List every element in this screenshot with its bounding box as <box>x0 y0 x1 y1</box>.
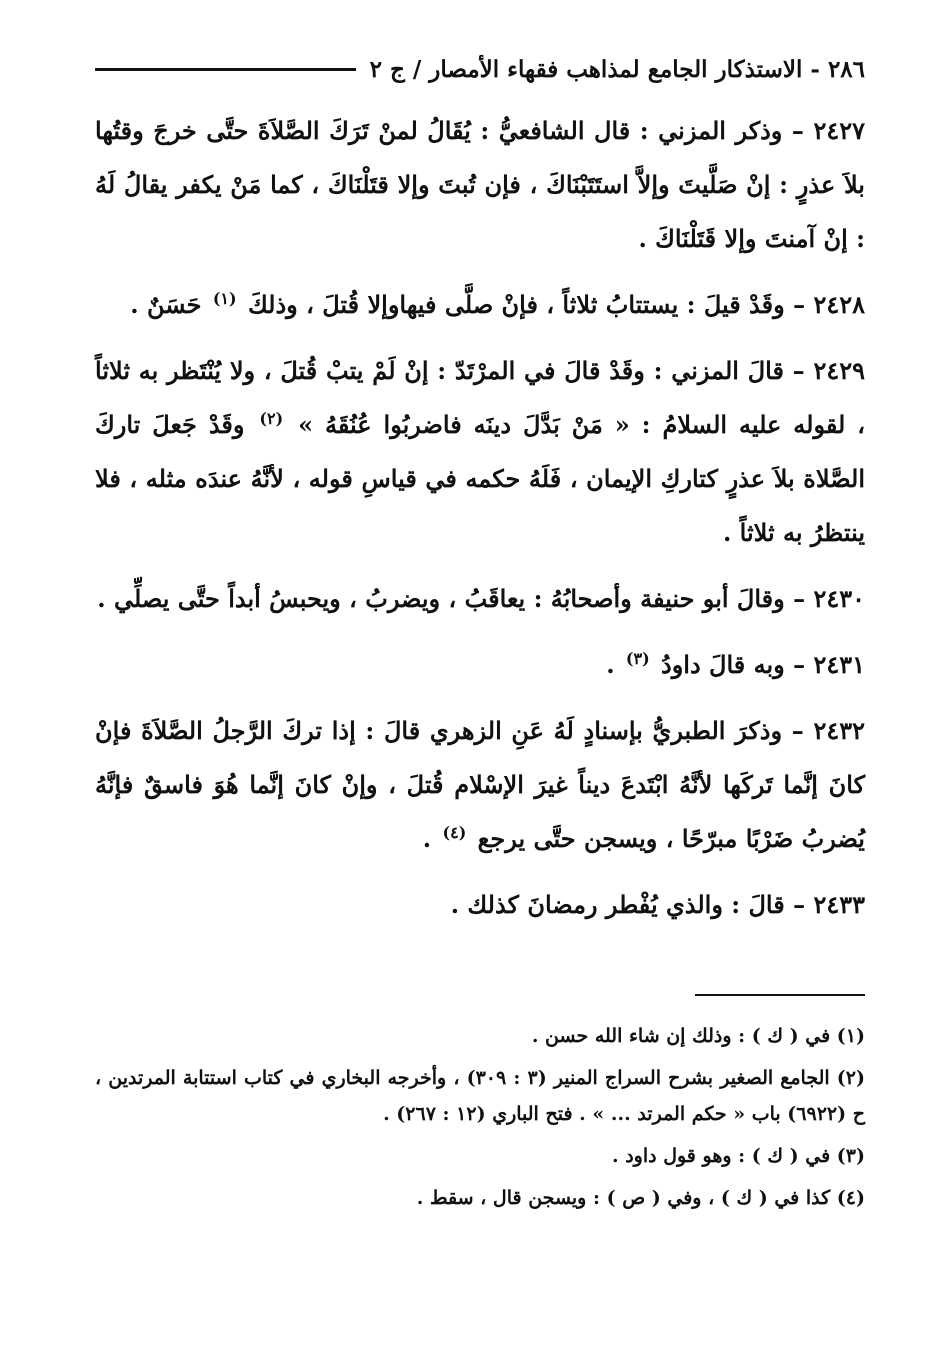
paragraph-number: ٢٤٣١ <box>813 650 865 679</box>
footnote-ref-4: (٤) <box>442 823 467 842</box>
paragraph-text: – قالَ : والذي يُفْطر رمضانَ كذلك . <box>450 890 806 919</box>
footnote-ref-3: (٣) <box>625 649 650 668</box>
paragraph-2431 <box>95 638 865 692</box>
paragraph-text-continued: وقَدْ جَعلَ تاركَ الصَّلاة بلاَ عذرٍ كتاركِ الإيمان ، فَلَهُ حكمه في قياسِ قوله ، لأنَّهُ عندَه مثله ، فلا ينتظرُ به ثلاثاً . <box>95 410 865 547</box>
paragraph-text: – قالَ المزني : وقَدْ قالَ في المرْتَدّ : إنْ لَمْ يتبْ قُتلَ ، ولا يُنْتَظر به ثلاثاً ، لقوله عليه السلامُ : « مَنْ بَدَّلَ دينَه فاضربُوا عُنُقَهُ » <box>95 356 865 439</box>
footnote-ref-2: (٢) <box>259 409 284 428</box>
paragraph-number: ٢٤٣٣ <box>813 890 865 919</box>
footnote-2: (٢) الجامع الصغير بشرح السراج المنير (٣ : ٣٠٩) ، وأخرجه البخاري في كتاب استتابة المرتدين ، ح (٦٩٢٢) باب « حكم المرتد ... » . فتح الباري (١٢ : ٢٦٧) . <box>95 1067 865 1125</box>
book-page <box>95 40 865 1300</box>
paragraph-number: ٢٤٣٠ <box>813 584 865 613</box>
paragraph-text-continued: حَسَنٌ . <box>130 290 202 319</box>
paragraph-2432 <box>95 704 865 866</box>
paragraph-text: – وقالَ أبو حنيفة وأصحابُهُ : يعاقَبُ ، ويضربُ ، ويحبسُ أبداً حتَّى يصلِّي . <box>97 584 806 613</box>
paragraph-text: – وقَدْ قيلَ : يستتابُ ثلاثاً ، فإنْ صلَّى فيهاوإلا قُتلَ ، وذلكَ <box>247 290 806 319</box>
paragraph-2429 <box>95 344 865 560</box>
paragraph-text-continued: . <box>422 824 432 853</box>
footnote-1: (١) في ( ك ) : وذلك إن شاء الله حسن . <box>531 1025 865 1047</box>
paragraph-number: ٢٤٢٨ <box>813 290 865 319</box>
footnote-4: (٤) كذا في ( ك ) ، وفي ( ص ) : ويسجن قال ، سقط . <box>416 1187 865 1209</box>
main-text <box>95 104 865 944</box>
paragraph-number: ٢٤٢٩ <box>813 356 865 385</box>
paragraph-2427 <box>95 104 865 266</box>
paragraph-2430 <box>95 572 865 626</box>
running-title: ٢٨٦ - الاستذكار الجامع لمذاهب فقهاء الأمصار / ج ٢ <box>369 55 865 83</box>
paragraph-number: ٢٤٣٢ <box>813 716 865 745</box>
paragraph-2433 <box>95 878 865 932</box>
running-header <box>95 52 865 86</box>
footnote-separator <box>695 994 865 996</box>
paragraph-text: – وذكر المزني : قال الشافعيُّ : يُقَالُ لمنْ تَرَكَ الصَّلاَةَ حتَّى خرجَ وقتُها بلاَ عذرٍ : إنْ صَلَّيتَ وإلاَّ استَتَبْنَاكَ ، فإن تُبتَ وإلا قتَلْنَاكَ ، كما مَنْ يكفر يقالُ لَهُ : إنْ آمنتَ وإلا قَتَلْنَاكَ . <box>95 116 865 253</box>
paragraph-2428 <box>95 278 865 332</box>
header-rule <box>95 68 356 71</box>
footnotes <box>95 1018 865 1222</box>
footnote-3: (٣) في ( ك ) : وهو قول داود . <box>611 1145 865 1167</box>
paragraph-number: ٢٤٢٧ <box>813 116 866 145</box>
paragraph-text: – وبه قالَ داودُ <box>661 650 806 679</box>
footnote-ref-1: (١) <box>212 289 237 308</box>
paragraph-text: – وذكرَ الطبريُّ بإسنادٍ لَهُ عَنِ الزهري قالَ : إذا تركَ الرَّجلُ الصَّلاَةَ فإنْ كانَ إنَّما تَركَها لأنَّهُ ابْتَدعَ ديناً غيرَ الإسْلام قُتلَ ، وإنْ كانَ إنَّما هُوَ فاسقٌ فإنَّهُ يُضربُ ضَرْبًا مبرّحًا ، ويسجن حتَّى يرجع <box>95 716 865 853</box>
paragraph-text-continued: . <box>606 650 615 679</box>
